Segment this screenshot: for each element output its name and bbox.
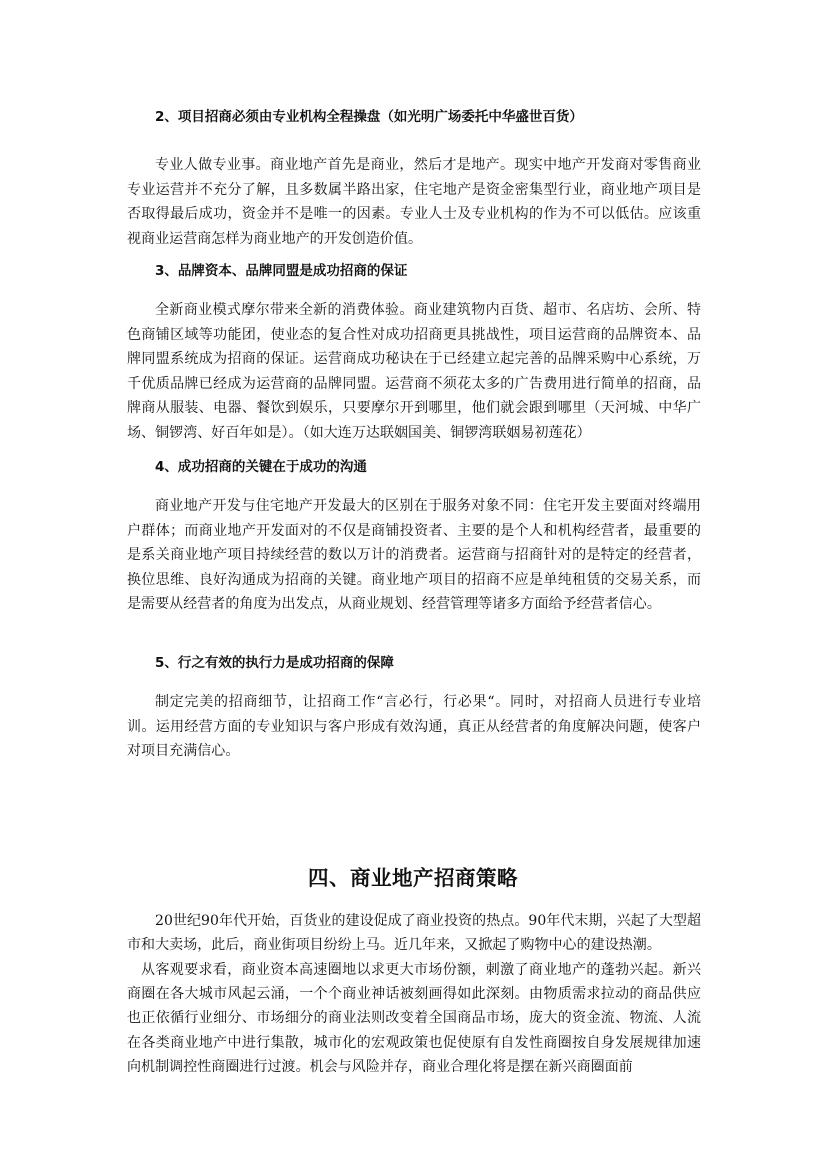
chapter-paragraph-1: 20世纪90年代开始，百货业的建设促成了商业投资的热点。90年代末期，兴起了大型超市和大卖场，此后，商业街项目纷纷上马。近几年来，又掀起了购物中心的建设热潮。: [127, 913, 701, 954]
section-body-5: 制定完美的招商细节，让招商工作“言必行，行必果“。同时，对招商人员进行专业培训。运用经营方面的专业知识与客户形成有效沟通，真正从经营者的角度解决问题，使客户对项目充满信心。: [127, 694, 701, 760]
section-heading-4: 4、成功招商的关键在于成功的沟通: [155, 459, 367, 475]
section-heading-3: 3、品牌资本、品牌同盟是成功招商的保证: [155, 263, 408, 279]
chapter-title: 四、商业地产招商策略: [308, 866, 518, 890]
section-heading-5: 5、行之有效的执行力是成功招商的保障: [155, 655, 394, 671]
section-body-3: 全新商业模式摩尔带来全新的消费体验。商业建筑物内百货、超市、名店坊、会所、特色商铺区域等功能团，使业态的复合性对成功招商更具挑战性，项目运营商的品牌资本、品牌同盟系统成为招商的保证。运营商成功秘诀在于已经建立起完善的品牌采购中心系统，万千优质品牌已经成为运营商的品牌同盟。运营商不须花太多的广告费用进行简单的招商，品牌商从服装、电器、餐饮到娱乐，只要摩尔开到哪里，他们就会跟到哪里（天河城、中华广场、铜锣湾、好百年如是）。（如大连万达联姻国美、铜锣湾联姻易初莲花）: [127, 302, 701, 441]
section-body-4: 商业地产开发与住宅地产开发最大的区别在于服务对象不同：住宅开发主要面对终端用户群体；而商业地产开发面对的不仅是商铺投资者、主要的是个人和机构经营者，最重要的是系关商业地产项目持续经营的数以万计的消费者。运营商与招商针对的是特定的经营者，换位思维、良好沟通成为招商的关键。商业地产项目的招商不应是单纯租赁的交易关系，而是需要从经营者的角度为出发点，从商业规划、经营管理等诸多方面给予经营者信心。: [127, 498, 701, 613]
chapter-paragraph-2: 从客观要求看，商业资本高速圈地以求更大市场份额，刺激了商业地产的蓬勃兴起。新兴商圈在各大城市风起云涌，一个个商业神话被刻画得如此深刻。由物质需求拉动的商品供应也正依循行业细分、市场细分的商业法则改变着全国商品市场，庞大的资金流、物流、人流在各类商业地产中进行集散，城市化的宏观政策也促使原有自发性商圈按自身发展规律加速向机制调控性商圈进行过渡。机会与风险并存，商业合理化将是摆在新兴商圈面前: [127, 962, 701, 1075]
section-body-2: 专业人做专业事。商业地产首先是商业，然后才是地产。现实中地产开发商对零售商业专业运营并不充分了解，且多数属半路出家，住宅地产是资金密集型行业，商业地产项目是否取得最后成功，资金并不是唯一的因素。专业人士及专业机构的作为不可以低估。应该重视商业运营商怎样为商业地产的开发创造价值。: [127, 157, 701, 247]
section-heading-2: 2、项目招商必须由专业机构全程操盘（如光明广场委托中华盛世百货）: [155, 109, 583, 125]
